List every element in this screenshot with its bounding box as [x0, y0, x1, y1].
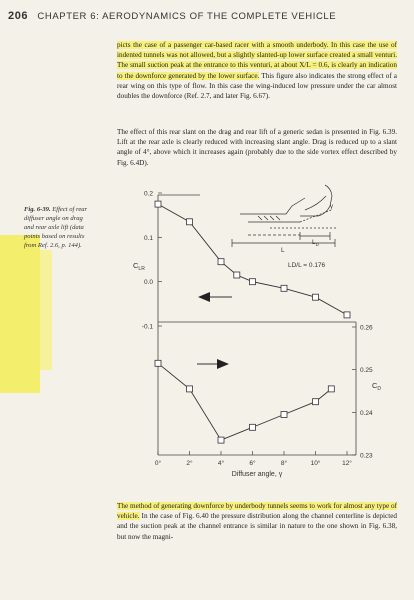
inset-label-l: L — [281, 247, 285, 254]
x-tick-label: 12° — [342, 460, 352, 467]
x-axis-label: Diffuser angle, γ — [231, 471, 283, 478]
data-point-CLR — [155, 201, 161, 207]
caption-text: Effect of rear diffuser angle on drag and rear axle lift (data points based on results from Ref. 2.6, p. 144). — [24, 206, 88, 249]
data-point-CD — [281, 412, 287, 418]
data-point-CD — [218, 437, 224, 443]
data-point-CD — [313, 399, 319, 405]
direction-arrow-left-icon — [198, 292, 232, 302]
data-point-CLR — [218, 259, 224, 265]
direction-arrow-right-icon — [197, 359, 229, 369]
data-point-CLR — [234, 272, 240, 278]
x-tick-label: 6° — [249, 460, 256, 467]
data-point-CLR — [250, 279, 256, 285]
y-tick-label-left: 0.2 — [143, 190, 153, 198]
y-tick-label-right: 0.23 — [360, 452, 373, 460]
y-tick-label-right: 0.24 — [360, 409, 373, 417]
paragraph-3 — [117, 501, 397, 542]
y-tick-label-right: 0.25 — [360, 367, 373, 375]
ylabel-left: $C_{LR}$ — [133, 261, 145, 272]
x-tick-label: 2° — [186, 460, 193, 467]
page-number: 206 — [8, 10, 29, 22]
y-tick-label-right: 0.26 — [360, 324, 373, 332]
ylabel-right: $C_D$ — [372, 381, 382, 392]
running-title: CHAPTER 6: AERODYNAMICS OF THE COMPLETE VEHICLE — [37, 11, 337, 22]
figure-label: Fig. 6-39. — [24, 206, 51, 213]
x-tick-label: 0° — [154, 460, 162, 467]
data-point-CLR — [187, 219, 193, 225]
data-point-CD — [187, 386, 193, 392]
data-point-CLR — [313, 294, 319, 300]
inset-label-gamma: γ — [330, 204, 333, 210]
inset-label-ld: $L_D$ — [312, 239, 319, 247]
x-tick-label: 8° — [280, 460, 288, 467]
y-tick-label-left: 0.1 — [143, 234, 153, 242]
x-tick-label: 4° — [217, 460, 225, 467]
paragraph-text: This figure also indicates the strong effect of a rear wing on this type of flow. In this case the wing-induced low pressure under the car almost doubles the downforce (Ref. 2.7, and later Fig. 6.67). — [117, 71, 397, 101]
data-point-CD — [155, 360, 161, 366]
highlighted-text: picts the case of a passenger car-based racer with a smooth underbody. In this case the use of indented tunnels was not allowed, but a slightly slanted-up lower surface created a small venturi. The small suction peak at the entrance to this venturi, at about X/L = 0.6, is clearly an indication to the downforce generated by the lower surface. — [117, 41, 397, 80]
diffuser-diagram — [232, 185, 338, 247]
data-point-CD — [250, 424, 256, 430]
y-tick-label-left: 0.0 — [143, 279, 153, 287]
highlighted-text: The method of generating downforce by underbody tunnels seems to work for almost any type of vehicle. — [117, 502, 397, 521]
data-point-CLR — [344, 312, 350, 318]
series-line-CD — [158, 363, 331, 440]
paragraph-text: In the case of Fig. 6.40 the pressure distribution along the channel centerline is depicted and the suction peak at the channel entrance is similar in nature to the one shown in Fig. 6.38, but now the magni- — [117, 512, 397, 541]
y-tick-label-left: -0.1 — [141, 323, 153, 331]
data-point-CLR — [281, 285, 287, 291]
x-tick-label: 10° — [310, 460, 321, 467]
inset-ratio-label: LD/L = 0.176 — [288, 262, 326, 269]
paragraph-2: The effect of this rear slant on the drag and rear lift of a generic sedan is presented in Fig. 6.39. Lift at the rear axle is clearly reduced with increasing slant angle. Drag is reduced up to a slant angle of 4°, above which it increases again (probably due to the side vortex effect described by Fig. 6.4D). — [117, 128, 397, 167]
data-point-CD — [328, 386, 334, 392]
